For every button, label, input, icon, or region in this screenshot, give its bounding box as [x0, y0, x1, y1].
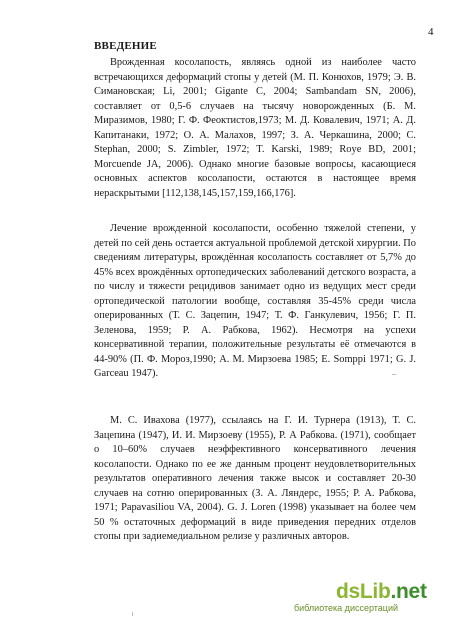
watermark-logo-left: dsLib: [336, 580, 391, 603]
paragraph-1: Врожденная косолапость, являясь одной из наиболее часто встречающихся деформаций стопы у детей (М. П. Конюхов, 1979; Э. В. Симановская; Li, 2001; Gigante C, 2004; Sambandam SN, 2006), составляет от 0,5-6 случаев на тысячу новорожденных (Б. М. Миразимов, 1980; Г. Ф. Феоктистов,1973; М. Д. Ковалевич, 1971; А. Д. Капитанаки, 1972; О. А. Малахов, 1997; З. А. Черкашина, 2000; C. Stephan, 2000; S. Zimbler, 1972; T. Karski, 1989; Roye BD, 2001; Morcuende JA, 2006). Однако многие базовые вопросы, касающиеся основных аспектов косолапости, остаются в настоящее время нераскрытыми [112,138,145,157,159,166,176].: [94, 57, 416, 199]
watermark-logo-right: .net: [390, 580, 427, 603]
watermark-subtitle: библиотека диссертаций: [294, 603, 399, 613]
section-heading: ВВЕДЕНИЕ: [94, 40, 157, 52]
dslib-watermark: [294, 580, 446, 614]
watermark-logo: [336, 581, 446, 603]
paragraph-3: М. С. Ивахова (1977), ссылаясь на Г. И. Турнера (1913), Т. С. Зацепина (1947), И. И. Мирзоеву (1955), Р. А Рабкова. (1971), сообщает о 10–60% случаев неэффективного консервативного лечения косолапости. Однако по ее же данным процент неудовлетворительных результатов оперативного лечения также высок и составляет 20-30 случаев на сотню оперированных (З. А. Ляндерс, 1955; Р. А. Рабкова, 1971; Papavasiliou VA, 2004). G. J. Loren (1998) указывает на более чем 50 % остаточных деформаций в виде приведения передних отделов стопы при задиемедиальном релизе у различных авторов.: [94, 415, 416, 542]
scan-artifact-mark: [392, 374, 396, 375]
scan-artifact-mark: [132, 612, 133, 616]
paragraph-2: Лечение врожденной косолапости, особенно тяжелой степени, у детей по сей день остается актуальной проблемой детской хирургии. По сведениям литературы, врождённая косолапость составляет от 5,7% до 45% всех врождённых ортопедических заболеваний детского возраста, а по числу и тяжести рецидивов занимает одно из ведущих мест среди ортопедической патологии вообще, составляя 35-45% среди числа оперированных (Т. С. Зацепин, 1947; Т. Ф. Ганкулевич, 1956; Г. П. Зеленова, 1959; Р. А. Рабкова, 1962). Несмотря на успехи консервативной терапии, положительные результаты её отмечаются в 44-90% (П. Ф. Мороз,1990; А. М. Мирзоева 1985; E. Somppi 1971; G. J. Garceau 1947).: [94, 223, 416, 379]
page-number: 4: [428, 26, 434, 38]
